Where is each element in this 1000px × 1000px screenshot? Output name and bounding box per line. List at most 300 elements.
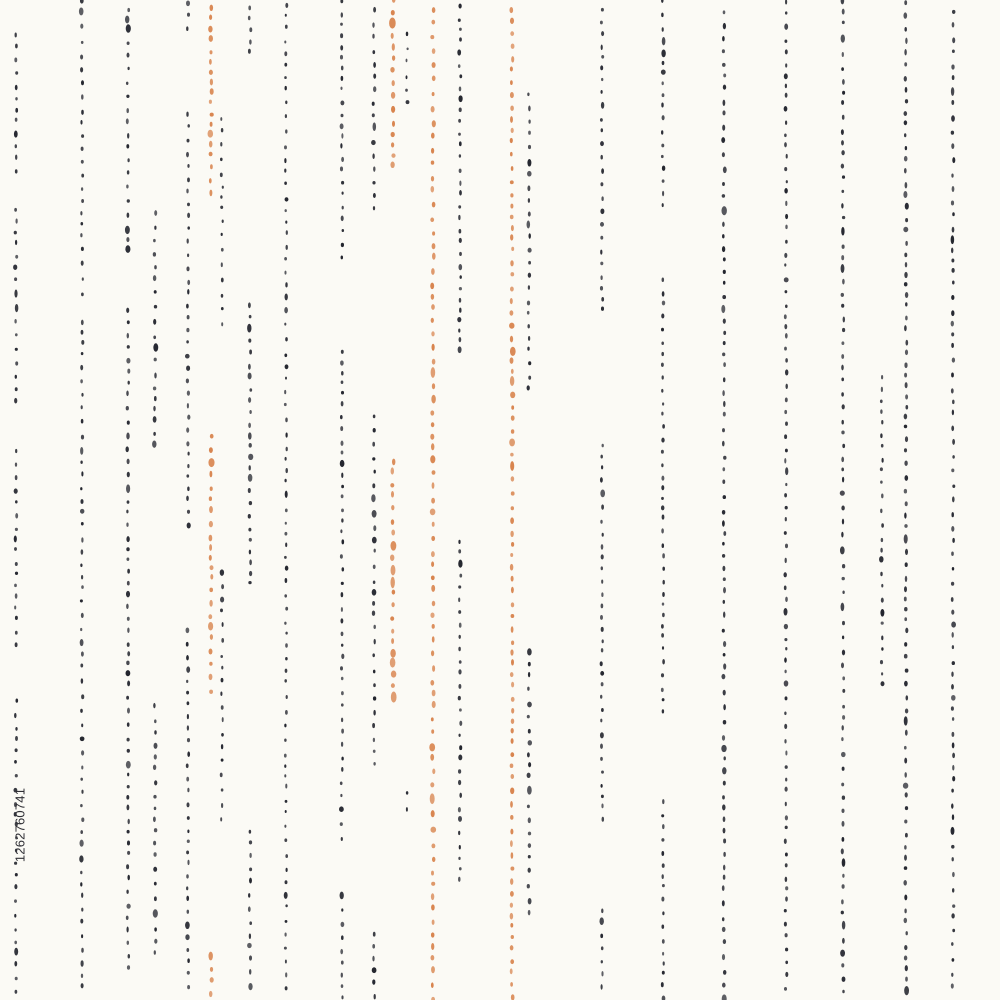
dark-dot [187, 124, 190, 128]
orange-dot [431, 20, 435, 25]
dark-dot [127, 680, 130, 686]
dark-dot [373, 750, 376, 753]
dark-dot [784, 40, 787, 43]
dark-dot [903, 12, 907, 18]
dark-dot [600, 719, 602, 723]
orange-dot [431, 650, 434, 656]
dark-dot [126, 916, 129, 920]
dark-dot [905, 806, 908, 810]
dark-dot [952, 661, 955, 665]
dark-dot [221, 248, 224, 252]
dark-dot [153, 795, 156, 799]
dark-dot [372, 601, 375, 606]
dark-dot [722, 152, 725, 157]
dark-dot [951, 622, 956, 628]
dark-dot [154, 780, 157, 785]
orange-dot [511, 708, 514, 714]
dark-dot [843, 317, 845, 323]
dark-dot [723, 281, 726, 285]
dark-dot [126, 805, 129, 811]
dark-dot [600, 236, 603, 240]
orange-dot [510, 461, 514, 471]
dark-dot [661, 69, 666, 74]
dark-dot [904, 908, 906, 913]
orange-dot [432, 690, 436, 697]
dark-dot [186, 802, 189, 807]
orange-dot [511, 614, 515, 618]
dark-dot [284, 307, 288, 313]
dark-dot [600, 743, 603, 748]
dark-dot [841, 963, 844, 967]
dark-dot [841, 420, 843, 425]
dark-dot [80, 709, 83, 713]
dark-dot [662, 911, 664, 915]
dark-dot [905, 708, 908, 713]
dark-dot [661, 673, 664, 677]
dark-dot [339, 806, 344, 812]
dark-dot [340, 143, 342, 148]
dark-dot [661, 463, 663, 467]
orange-dot [431, 943, 434, 950]
dark-dot [723, 318, 726, 323]
dark-dot [186, 427, 189, 432]
orange-dot [210, 79, 213, 86]
dark-dot [285, 542, 287, 547]
dark-dot [341, 718, 343, 723]
orange-dot [210, 164, 213, 169]
dark-dot [127, 459, 130, 465]
dark-dot [904, 414, 908, 420]
dark-dot [662, 81, 664, 85]
dark-dot [341, 485, 344, 489]
dark-dot [80, 882, 82, 886]
dark-dot [15, 463, 17, 467]
orange-dot [432, 62, 436, 68]
dark-dot [284, 51, 287, 56]
dark-dot [600, 286, 603, 291]
dark-dot [904, 425, 907, 429]
dark-dot [905, 99, 908, 103]
dark-dot [784, 142, 787, 147]
dark-dot [80, 487, 82, 490]
dark-dot [341, 644, 343, 647]
dark-dot [904, 62, 907, 66]
dark-dot [785, 863, 788, 867]
dark-dot [81, 750, 84, 755]
dark-dot [842, 821, 845, 827]
dark-dot [459, 37, 462, 41]
dark-dot [952, 410, 954, 416]
orange-dot [510, 18, 514, 24]
dark-dot [601, 627, 604, 632]
dark-dot [187, 839, 190, 843]
orange-dot [391, 132, 395, 137]
dark-dot [80, 840, 84, 847]
dark-dot [249, 501, 252, 505]
dark-dot [127, 320, 130, 324]
dark-dot [722, 542, 725, 546]
orange-dot [510, 878, 513, 885]
dark-dot [372, 442, 375, 447]
dark-dot [785, 384, 787, 389]
dark-dot [842, 21, 845, 25]
dark-dot [79, 7, 84, 15]
dark-dot [341, 935, 344, 940]
dark-dot [527, 324, 529, 328]
orange-dot [431, 871, 434, 876]
orange-dot [432, 231, 435, 235]
dark-dot [722, 182, 725, 186]
orange-dot [430, 35, 434, 39]
dark-dot [285, 433, 287, 438]
dark-dot [662, 698, 665, 701]
dark-dot [222, 219, 224, 222]
orange-dot [510, 840, 513, 847]
dark-dot [286, 695, 288, 699]
dark-dot [284, 933, 286, 937]
dark-dot [723, 781, 726, 786]
orange-dot [509, 310, 513, 315]
orange-dot [432, 7, 436, 13]
dark-dot [128, 954, 130, 959]
dark-dot [904, 460, 907, 465]
dark-dot [373, 683, 376, 687]
dark-dot [527, 185, 530, 191]
dark-dot [81, 613, 84, 618]
dark-dot [15, 169, 18, 173]
dark-dot [905, 977, 908, 982]
dark-dot [721, 745, 726, 752]
dark-dot [126, 484, 130, 493]
dark-dot [126, 661, 129, 665]
dark-dot [81, 908, 83, 912]
orange-dot [210, 434, 214, 439]
dark-dot [904, 855, 907, 861]
dark-dot [341, 473, 343, 478]
dark-dot [662, 27, 664, 31]
dark-dot [341, 494, 344, 498]
dark-dot [842, 650, 845, 656]
dark-dot [723, 839, 726, 844]
dark-dot [127, 773, 129, 777]
dark-dot [951, 174, 953, 178]
dark-dot [722, 63, 726, 67]
dark-dot [80, 564, 82, 568]
dark-dot [186, 0, 190, 6]
dark-dot [372, 537, 377, 544]
orange-dot [431, 536, 435, 541]
orange-dot [391, 671, 396, 678]
dark-dot [186, 378, 189, 383]
dark-dot [186, 304, 189, 309]
orange-dot [209, 70, 213, 75]
orange-dot [391, 33, 394, 39]
dark-dot [904, 746, 907, 750]
dark-dot [722, 479, 725, 483]
orange-dot [511, 415, 515, 420]
orange-dot [432, 857, 435, 862]
dark-dot [661, 412, 663, 416]
dark-dot [14, 812, 17, 817]
dark-dot [904, 272, 907, 278]
orange-dot [432, 253, 436, 260]
dark-dot [784, 458, 786, 464]
dark-dot [841, 150, 844, 155]
dark-dot [15, 849, 17, 853]
dark-dot [80, 919, 83, 924]
dark-dot [723, 600, 725, 604]
orange-dot [432, 359, 436, 365]
dark-dot [528, 832, 531, 836]
dark-dot [842, 9, 845, 15]
orange-dot [210, 977, 214, 982]
orange-dot [432, 665, 435, 672]
dark-dot [601, 603, 604, 608]
orange-dot [391, 10, 395, 15]
dark-dot [285, 377, 287, 380]
orange-dot [209, 152, 213, 157]
dark-dot [372, 611, 375, 616]
dark-dot [286, 447, 288, 452]
orange-dot [430, 782, 434, 787]
dark-dot [722, 36, 725, 41]
dark-dot [15, 240, 17, 245]
dark-dot [187, 415, 190, 420]
dark-dot [340, 554, 343, 558]
dark-dot [185, 354, 190, 359]
dark-dot [341, 632, 344, 637]
dark-dot [15, 144, 17, 148]
dark-dot [249, 465, 251, 470]
dark-dot [528, 376, 531, 380]
dark-dot [841, 848, 844, 854]
dark-dot [340, 360, 344, 365]
dark-dot [785, 449, 788, 453]
dark-dot [951, 295, 954, 300]
orange-dot [431, 133, 435, 139]
orange-dot [431, 331, 434, 336]
orange-dot [432, 624, 435, 629]
orange-dot [432, 48, 436, 54]
orange-dot [208, 622, 213, 631]
dark-dot [186, 496, 189, 501]
dark-dot [127, 851, 130, 855]
dark-dot [951, 64, 954, 69]
orange-dot [208, 952, 212, 961]
dark-dot [154, 754, 157, 759]
dark-dot [127, 569, 130, 574]
dark-dot [286, 245, 288, 250]
dark-dot [601, 580, 603, 584]
dark-dot [284, 724, 286, 728]
dark-dot [458, 19, 461, 22]
orange-dot [432, 919, 435, 924]
dark-dot [905, 576, 907, 582]
dark-dot [882, 458, 884, 463]
dark-dot [187, 486, 189, 491]
dark-dot [784, 253, 787, 258]
dark-dot [340, 415, 343, 419]
dark-dot [221, 638, 224, 643]
dark-dot [341, 255, 343, 259]
dark-dot [661, 438, 664, 443]
orange-dot [510, 453, 513, 457]
dark-dot [186, 340, 189, 343]
dark-dot [341, 450, 344, 454]
orange-dot [431, 443, 434, 450]
dark-dot [663, 580, 665, 585]
dark-dot [186, 328, 189, 332]
dark-dot [186, 691, 189, 695]
dark-dot [127, 420, 130, 424]
dark-dot [186, 666, 190, 672]
dark-dot [154, 265, 157, 269]
dark-dot [15, 449, 17, 453]
dark-dot [951, 115, 955, 121]
dark-dot [459, 154, 461, 157]
dark-dot [153, 252, 156, 257]
dark-dot [841, 737, 843, 741]
dark-dot [221, 128, 224, 132]
orange-dot [391, 467, 394, 474]
dark-dot [373, 625, 375, 629]
dark-dot [153, 239, 156, 242]
dark-dot [722, 194, 725, 198]
dark-dot [785, 240, 788, 244]
dark-dot [15, 774, 18, 777]
dark-dot [373, 580, 376, 584]
dark-dot [186, 474, 189, 477]
dark-dot [457, 317, 461, 322]
dark-dot [841, 341, 844, 345]
dark-dot [14, 398, 17, 404]
dark-dot [187, 830, 189, 834]
dark-dot [951, 235, 955, 244]
orange-dot [210, 967, 213, 972]
dark-dot [127, 651, 130, 656]
dark-dot [905, 350, 908, 356]
dark-dot [601, 771, 604, 774]
dark-dot [187, 701, 190, 705]
dark-dot [722, 234, 725, 238]
dark-dot [459, 86, 462, 91]
dark-dot [126, 185, 128, 189]
dark-dot [341, 961, 344, 965]
orange-dot [209, 588, 213, 592]
dark-dot [127, 708, 130, 714]
dark-dot [341, 654, 344, 659]
dark-dot [905, 965, 908, 971]
dark-dot [186, 441, 189, 446]
dark-dot [723, 653, 726, 657]
dark-dot [154, 828, 157, 832]
dark-dot [249, 955, 252, 960]
orange-dot [209, 447, 213, 453]
dark-dot [662, 971, 665, 975]
dark-dot [662, 646, 664, 649]
dark-dot [661, 485, 664, 490]
dark-dot [841, 911, 844, 915]
dark-dot [126, 82, 129, 85]
dark-dot [528, 212, 531, 217]
dark-dot [723, 495, 726, 499]
dark-dot [342, 229, 345, 232]
dark-dot [286, 868, 288, 872]
dark-dot [126, 696, 129, 700]
dark-dot [951, 143, 954, 149]
dark-dot [220, 158, 223, 161]
dark-dot [372, 944, 375, 949]
dark-dot [661, 389, 663, 393]
dark-dot [842, 404, 845, 409]
orange-dot [208, 26, 212, 33]
dark-dot [80, 663, 83, 667]
dark-dot [528, 740, 532, 745]
dark-dot [186, 874, 189, 878]
dark-dot [81, 790, 83, 794]
orange-dot [391, 92, 395, 99]
dark-dot [127, 642, 130, 647]
dark-dot [904, 373, 907, 378]
dark-dot [841, 293, 844, 297]
dark-dot [459, 298, 461, 303]
dark-dot [904, 772, 906, 778]
dark-dot [126, 890, 128, 894]
orange-dot [431, 148, 434, 154]
dark-dot [154, 730, 157, 734]
dark-dot [722, 125, 725, 131]
dark-dot [126, 308, 129, 313]
orange-dot [509, 7, 513, 13]
dark-dot [81, 694, 84, 699]
dark-dot [952, 958, 955, 962]
dark-dot [341, 691, 344, 695]
dark-dot [842, 52, 844, 57]
dark-dot [220, 569, 224, 576]
dark-dot [81, 960, 84, 967]
orange-dot [510, 764, 514, 769]
dark-dot [722, 390, 724, 396]
orange-dot [391, 602, 394, 607]
dark-dot [905, 87, 908, 93]
dark-dot [187, 751, 190, 757]
dark-dot [842, 328, 845, 332]
dark-dot [15, 736, 18, 741]
dark-dot [127, 581, 130, 586]
dark-dot [662, 37, 666, 45]
dark-dot [904, 524, 907, 528]
orange-dot [431, 294, 434, 300]
dark-dot [285, 100, 287, 104]
dark-dot [600, 90, 602, 94]
dark-dot [15, 475, 18, 480]
dark-dot [221, 678, 224, 683]
dark-dot [458, 857, 460, 860]
orange-dot [510, 867, 514, 871]
dark-dot [127, 345, 130, 349]
dark-dot [79, 855, 83, 862]
dark-dot [372, 723, 375, 728]
orange-dot [511, 405, 514, 409]
orange-dot [510, 982, 513, 987]
dark-dot [528, 898, 532, 904]
dark-dot [80, 54, 83, 59]
dark-dot [249, 853, 251, 858]
dark-dot [662, 613, 665, 617]
dark-dot [600, 21, 603, 25]
dark-dot [662, 402, 664, 405]
orange-dot [510, 105, 514, 110]
